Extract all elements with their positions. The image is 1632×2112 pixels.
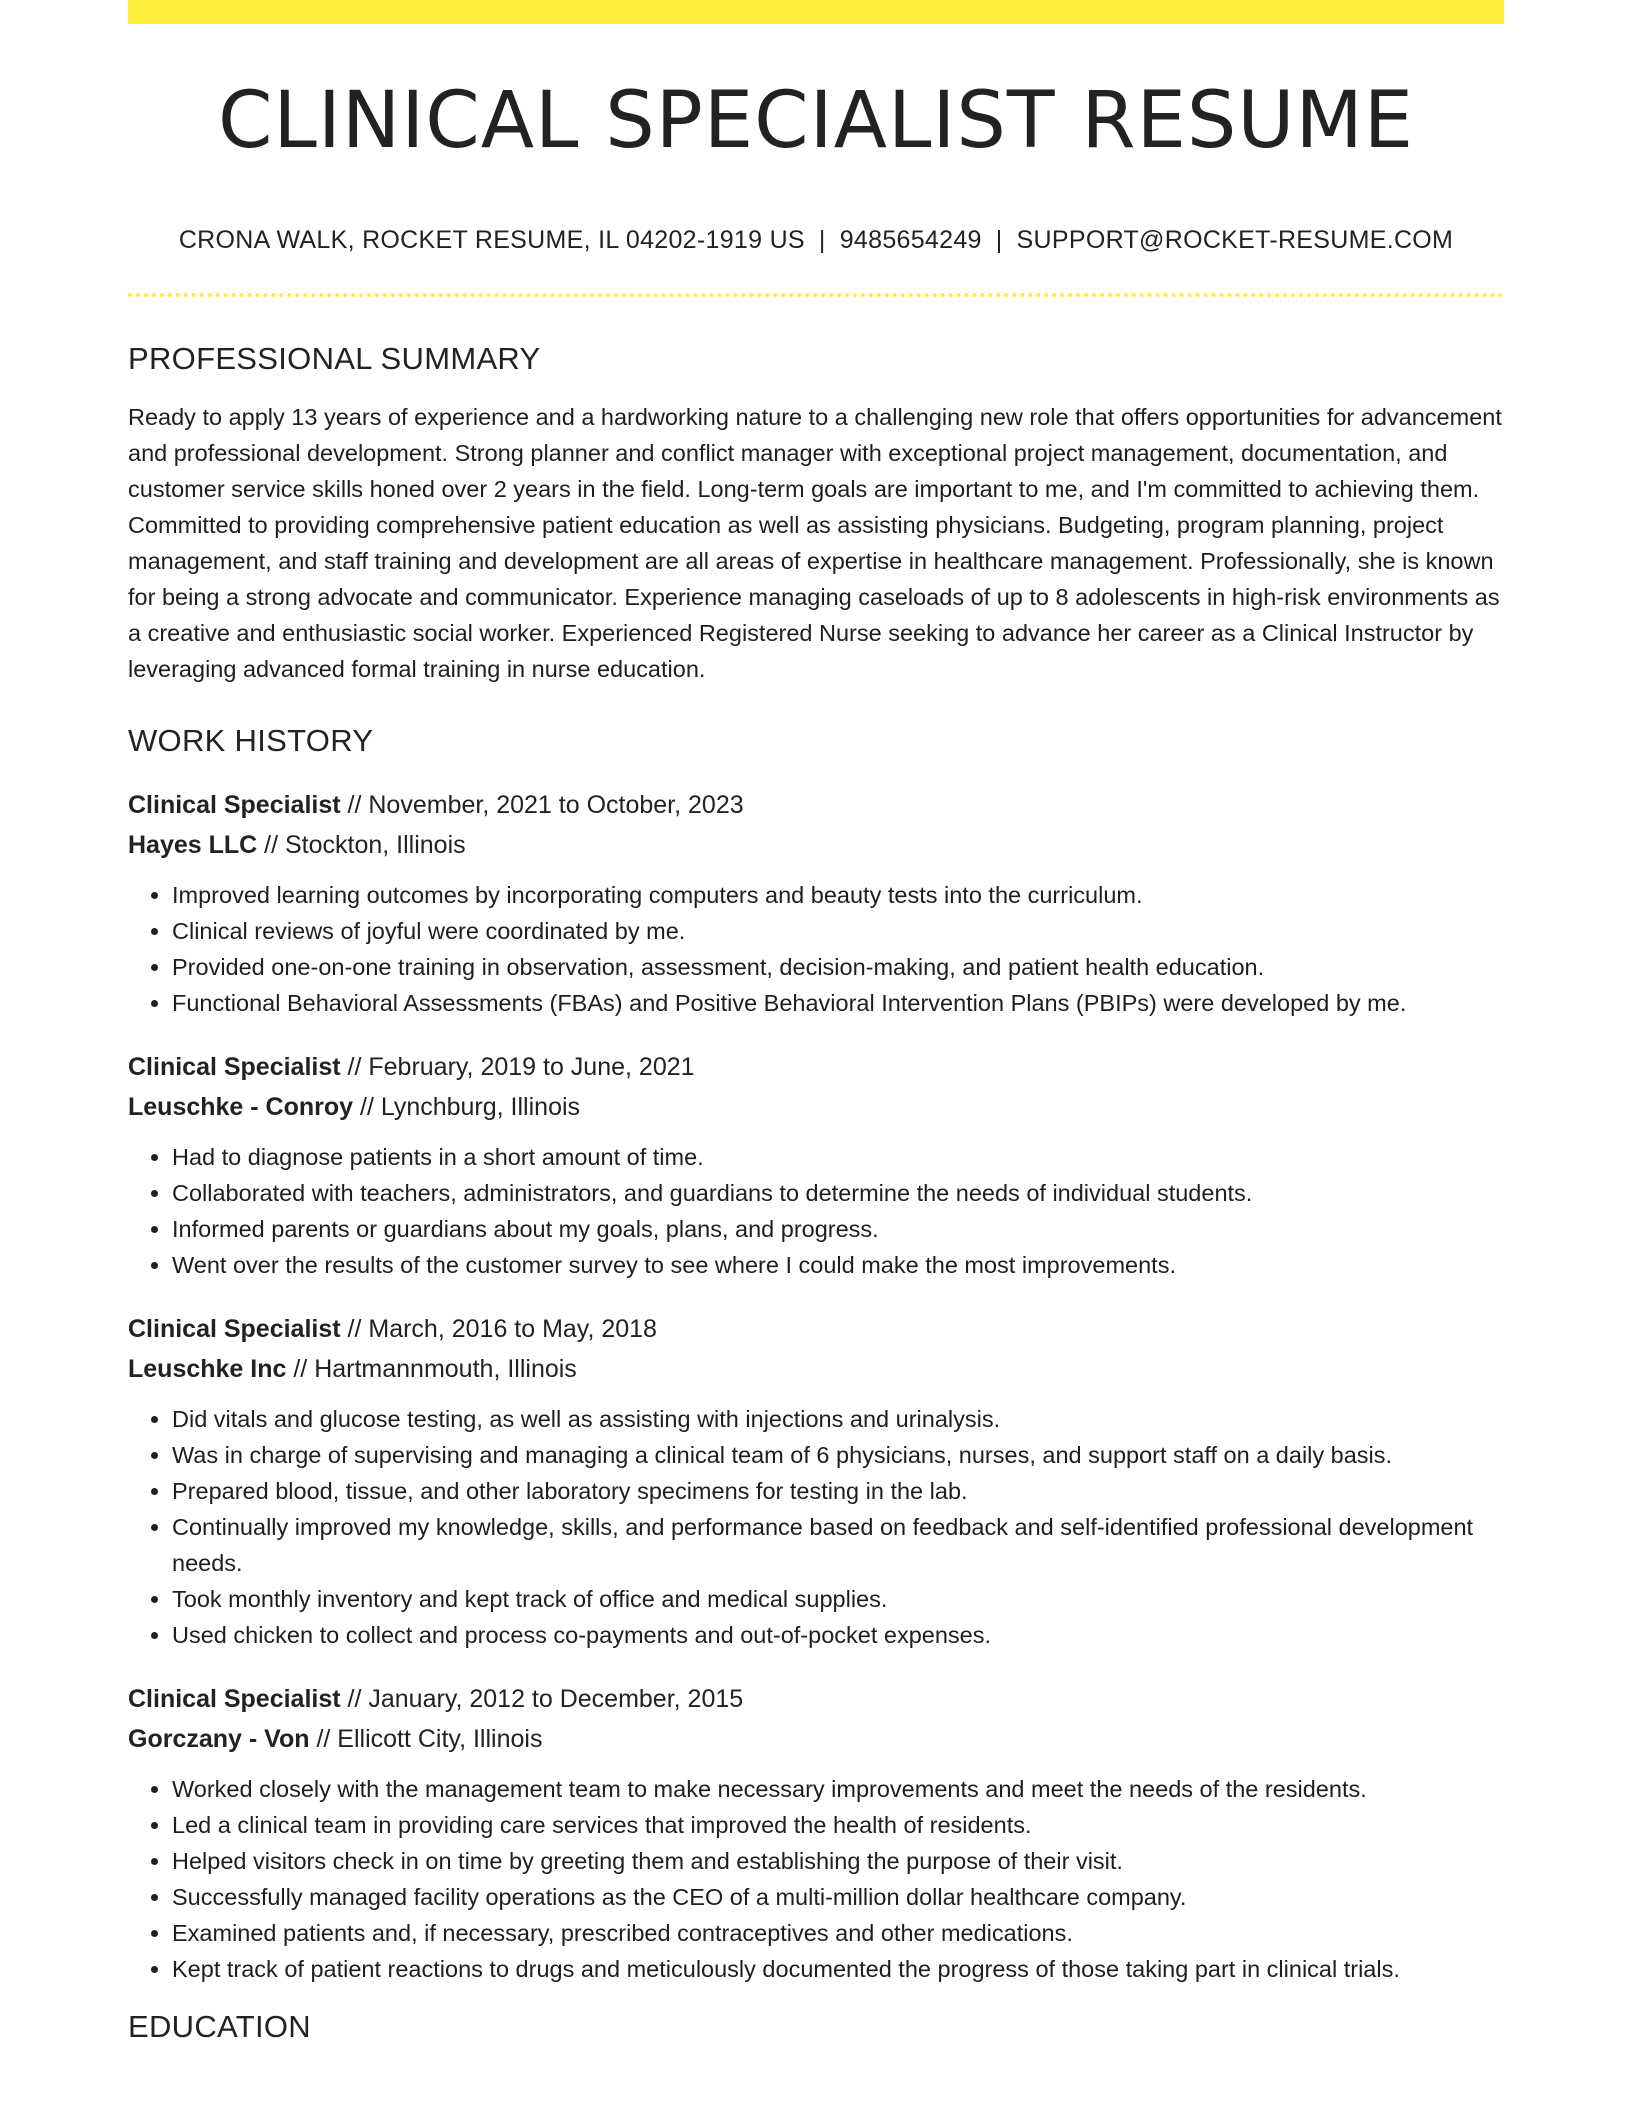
job-bullet: • Was in charge of supervising and managing a clinical team of 6 physicians, nurses, and support staff on a daily basis. — [172, 1437, 1504, 1473]
job-company-line — [128, 1719, 1504, 1759]
job-dates: // November, 2021 to October, 2023 — [340, 791, 744, 819]
dotted-divider — [128, 293, 1504, 297]
job-bullet: • Prepared blood, tissue, and other laboratory specimens for testing in the lab. — [172, 1473, 1504, 1509]
job-bullets — [128, 1771, 1504, 1987]
contact-address: CRONA WALK, ROCKET RESUME, IL 04202-1919 US — [178, 226, 805, 254]
job-dates: // March, 2016 to May, 2018 — [340, 1315, 657, 1343]
job-bullet: • Improved learning outcomes by incorporating computers and beauty tests into the curriculum. — [172, 877, 1504, 913]
job-title: Clinical Specialist — [128, 1685, 341, 1713]
job-company-line — [128, 1087, 1504, 1127]
summary-text: Ready to apply 13 years of experience and a hardworking nature to a challenging new role that offers opportunities for advancement and professional development. Strong planner and conflict manager with exceptional project management, documentation, and customer service skills honed over 2 years in the field. Long-term goals are important to me, and I'm committed to achieving them. Committed to providing comprehensive patient education as well as assisting physicians. Budgeting, program planning, project management, and staff training and development are all areas of expertise in healthcare management. Professionally, she is known for being a strong advocate and communicator. Experience managing caseloads of up to 8 adolescents in high-risk environments as a creative and enthusiastic social worker. Experienced Registered Nurse seeking to advance her career as a Clinical Instructor by leveraging advanced formal training in nurse education. — [128, 404, 1502, 682]
job-entry — [128, 1309, 1504, 1653]
contact-email: SUPPORT@ROCKET-RESUME.COM — [1016, 226, 1454, 254]
job-bullet: • Helped visitors check in on time by greeting them and establishing the purpose of their visit. — [172, 1843, 1504, 1879]
work-history-list — [128, 785, 1504, 1987]
job-bullet: • Functional Behavioral Assessments (FBAs) and Positive Behavioral Intervention Plans (PBIPs) were developed by me. — [172, 985, 1504, 1021]
job-title-line — [128, 1679, 1504, 1719]
job-bullet: • Informed parents or guardians about my goals, plans, and progress. — [172, 1211, 1504, 1247]
job-location: // Hartmannmouth, Illinois — [286, 1355, 577, 1383]
education-heading: EDUCATION — [128, 2009, 311, 2044]
job-bullet: • Used chicken to collect and process co-payments and out-of-pocket expenses. — [172, 1617, 1504, 1653]
job-company-line — [128, 825, 1504, 865]
job-bullet: • Clinical reviews of joyful were coordinated by me. — [172, 913, 1504, 949]
job-company: Hayes LLC — [128, 831, 258, 859]
job-bullet: • Collaborated with teachers, administrators, and guardians to determine the needs of individual students. — [172, 1175, 1504, 1211]
job-bullet: • Went over the results of the customer survey to see where I could make the most improvements. — [172, 1247, 1504, 1283]
job-bullets — [128, 877, 1504, 1021]
work-history-heading: WORK HISTORY — [128, 723, 374, 758]
job-bullet: • Successfully managed facility operations as the CEO of a multi-million dollar healthcare company. — [172, 1879, 1504, 1915]
job-title-line — [128, 785, 1504, 825]
contact-separator: | — [995, 226, 1003, 254]
job-bullets — [128, 1401, 1504, 1653]
job-bullets — [128, 1139, 1504, 1283]
job-entry — [128, 1047, 1504, 1283]
job-dates: // January, 2012 to December, 2015 — [340, 1685, 744, 1713]
contact-separator: | — [818, 226, 826, 254]
resume-page — [128, 0, 1504, 2045]
job-bullet: • Led a clinical team in providing care services that improved the health of residents. — [172, 1807, 1504, 1843]
job-bullet: • Kept track of patient reactions to drugs and meticulously documented the progress of those taking part in clinical trials. — [172, 1951, 1504, 1987]
job-company-line — [128, 1349, 1504, 1389]
job-bullet: • Examined patients and, if necessary, prescribed contraceptives and other medications. — [172, 1915, 1504, 1951]
job-location: // Lynchburg, Illinois — [353, 1093, 581, 1121]
resume-title: CLINICAL SPECIALIST RESUME — [217, 76, 1415, 166]
job-entry — [128, 785, 1504, 1021]
job-bullet: • Did vitals and glucose testing, as well as assisting with injections and urinalysis. — [172, 1401, 1504, 1437]
accent-top-bar — [128, 0, 1504, 24]
contact-phone: 9485654249 — [839, 226, 982, 254]
job-title: Clinical Specialist — [128, 1053, 341, 1081]
job-title: Clinical Specialist — [128, 1315, 341, 1343]
job-company: Leuschke Inc — [128, 1355, 287, 1383]
job-company: Gorczany - Von — [128, 1725, 310, 1753]
job-bullet: • Took monthly inventory and kept track of office and medical supplies. — [172, 1581, 1504, 1617]
job-title: Clinical Specialist — [128, 791, 341, 819]
job-title-line — [128, 1309, 1504, 1349]
job-title-line — [128, 1047, 1504, 1087]
job-location: // Stockton, Illinois — [257, 831, 466, 859]
job-bullet: • Continually improved my knowledge, skills, and performance based on feedback and self-identified professional development needs. — [172, 1509, 1504, 1581]
job-company: Leuschke - Conroy — [128, 1093, 354, 1121]
job-location: // Ellicott City, Illinois — [309, 1725, 543, 1753]
job-bullet: • Provided one-on-one training in observation, assessment, decision-making, and patient health education. — [172, 949, 1504, 985]
job-bullet: • Had to diagnose patients in a short amount of time. — [172, 1139, 1504, 1175]
contact-line — [128, 226, 1504, 255]
job-bullet: • Worked closely with the management team to make necessary improvements and meet the needs of the residents. — [172, 1771, 1504, 1807]
job-entry — [128, 1679, 1504, 1987]
job-dates: // February, 2019 to June, 2021 — [340, 1053, 695, 1081]
summary-heading: PROFESSIONAL SUMMARY — [128, 341, 541, 376]
